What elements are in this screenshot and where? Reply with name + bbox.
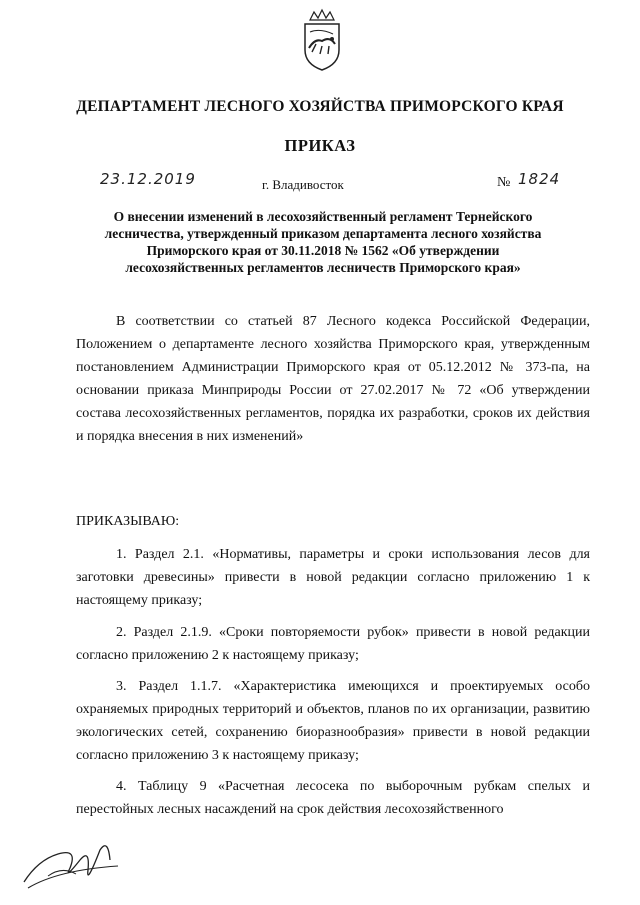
document-city: г. Владивосток — [262, 177, 344, 192]
signature-icon — [18, 830, 128, 900]
department-title: ДЕПАРТАМЕНТ ЛЕСНОГО ХОЗЯЙСТВА ПРИМОРСКОГО КРАЯ — [76, 98, 564, 115]
preamble-paragraph: В соответствии со статьей 87 Лесного кодекса Российской Федерации, Положением о департаменте лесного хозяйства Приморского края, утвержденным постановлением Администрации Приморского края от 05.12.2012 № 373-па, на основании приказа Минприроды России от 27.02.2017 № 72 «Об утверждении состава лесохозяйственных регламентов, порядка их разработки, сроков их действия и порядка внесения в них изменений» — [76, 314, 590, 444]
order-item-4: 4. Таблицу 9 «Расчетная лесосека по выборочным рубкам спелых и перестойных лесных насаждений на срок действия лесохозяйственного — [76, 779, 590, 817]
document-date: 23.12.2019 — [100, 170, 196, 188]
document-type: ПРИКАЗ — [284, 136, 356, 155]
number-label: № — [497, 175, 511, 190]
order-item-3: 3. Раздел 1.1.7. «Характеристика имеющихся и проектируемых особо охраняемых природных территорий и объектов, планов по их организации, развитию экологических сетей, сохранению биоразнообразия» привести в новой редакции согласно приложению 3 к настоящему приказу; — [76, 679, 590, 763]
document-subject: О внесении изменений в лесохозяйственный регламент Тернейского лесничества, утвержденный приказом департамента лесного хозяйства Приморского края от 30.11.2018 № 1562 «Об утверждении лесохозяйственных регламентов лесничеств Приморского края» — [104, 209, 542, 275]
document-number: 1824 — [518, 170, 561, 188]
order-item-1: 1. Раздел 2.1. «Нормативы, параметры и сроки использования лесов для заготовки древесины» привести в новой редакции согласно приложению 1 к настоящему приказу; — [76, 547, 590, 608]
order-item-2: 2. Раздел 2.1.9. «Сроки повторяемости рубок» привести в новой редакции согласно приложению 2 к настоящему приказу; — [76, 625, 590, 663]
order-word: ПРИКАЗЫВАЮ: — [76, 514, 180, 529]
coat-of-arms-icon — [300, 8, 344, 72]
